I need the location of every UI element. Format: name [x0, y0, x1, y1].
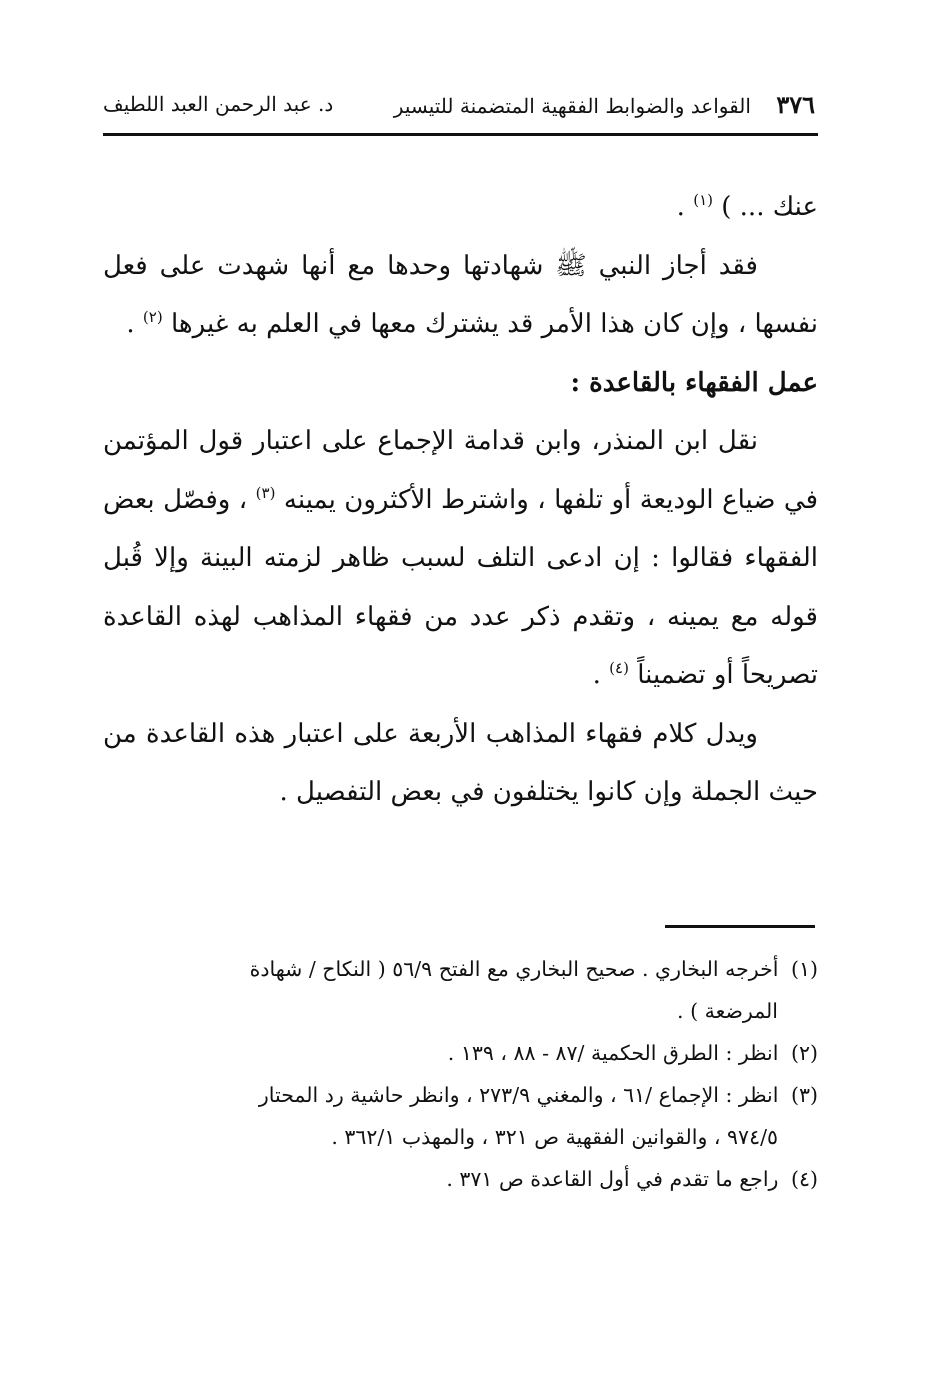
paragraph-text: نقل ابن المنذر، وابن قدامة الإجماع على اعتبار قول المؤتمن في ضياع الوديعة أو تلفها ، واشترط الأكثرون يمينه: [103, 426, 819, 515]
footnote-number: (١): [790, 957, 818, 981]
paragraph: ويدل كلام فقهاء المذاهب الأربعة على اعتبار هذه القاعدة من حيث الجملة وإن كانوا يختلفون في بعض التفصيل .: [103, 718, 818, 807]
footnote-ref: (١): [693, 191, 713, 209]
footnote-number: (٣): [790, 1083, 818, 1107]
footnote: [103, 1074, 818, 1158]
paragraph-text: فقد أجاز النبي ﷺ شهادتها وحدها مع أنها شهدت على فعل نفسها ، وإن كان هذا الأمر قد يشترك معها في العلم به غيرها: [103, 250, 818, 339]
paragraph: [103, 412, 818, 705]
paragraph-text: عنك ... ): [721, 192, 818, 222]
footnote-ref: (٣): [255, 483, 276, 502]
footnote-text: انظر : الإجماع /٦١ ، والمغني ٢٧٣/٩ ، وانظر حاشية رد المحتار: [258, 1083, 779, 1107]
paragraph-end: .: [676, 192, 685, 222]
footnote-text: انظر : الطرق الحكمية /٨٧ - ٨٨ ، ١٣٩ .: [447, 1041, 779, 1065]
running-header: [103, 84, 815, 124]
footnote: [103, 948, 818, 1032]
footnote-text: راجع ما تقدم في أول القاعدة ص ٣٧١ .: [446, 1167, 779, 1191]
author-name: د. عبد الرحمن العبد اللطيف: [103, 92, 334, 116]
footnote-text: المرضعة ) .: [677, 999, 778, 1023]
section-heading: عمل الفقهاء بالقاعدة :: [570, 367, 818, 398]
header-divider: [103, 133, 818, 136]
footnote: [103, 1032, 818, 1074]
footnote-number: (٢): [790, 1041, 818, 1065]
footnote: [103, 1158, 818, 1200]
footnote-number: (٤): [790, 1167, 818, 1191]
footnote-text: أخرجه البخاري . صحيح البخاري مع الفتح ٥٦/٩ ( النكاح / شهادة: [249, 957, 779, 981]
footnotes: [103, 948, 818, 1200]
footnote-ref: (٢): [142, 308, 163, 326]
paragraph-continuation: [103, 178, 818, 237]
paragraph: [103, 237, 818, 354]
footnote-divider: [665, 925, 815, 928]
page-number: ٣٧٦: [776, 89, 815, 119]
header-left: [103, 92, 333, 116]
footnote-ref: (٤): [609, 659, 629, 677]
paragraph-text: ، وفصّل بعض الفقهاء فقالوا : إن ادعى التلف لسبب ظاهر لزمته البينة وإلا قُبل قوله مع يمينه ، وتقدم ذكر عدد من فقهاء المذاهب لهذه القاعدة تصريحاً أو تضميناً: [103, 484, 818, 690]
paragraph-end: .: [592, 660, 601, 690]
main-text: [103, 178, 818, 822]
book-title: القواعد والضوابط الفقهية المتضمنة للتيسير: [393, 93, 751, 118]
footnote-text: ٩٧٤/٥ ، والقوانين الفقهية ص ٣٢١ ، والمهذب ٣٦٢/١ .: [331, 1125, 778, 1149]
header-right: [394, 90, 815, 119]
paragraph-end: .: [126, 309, 135, 339]
